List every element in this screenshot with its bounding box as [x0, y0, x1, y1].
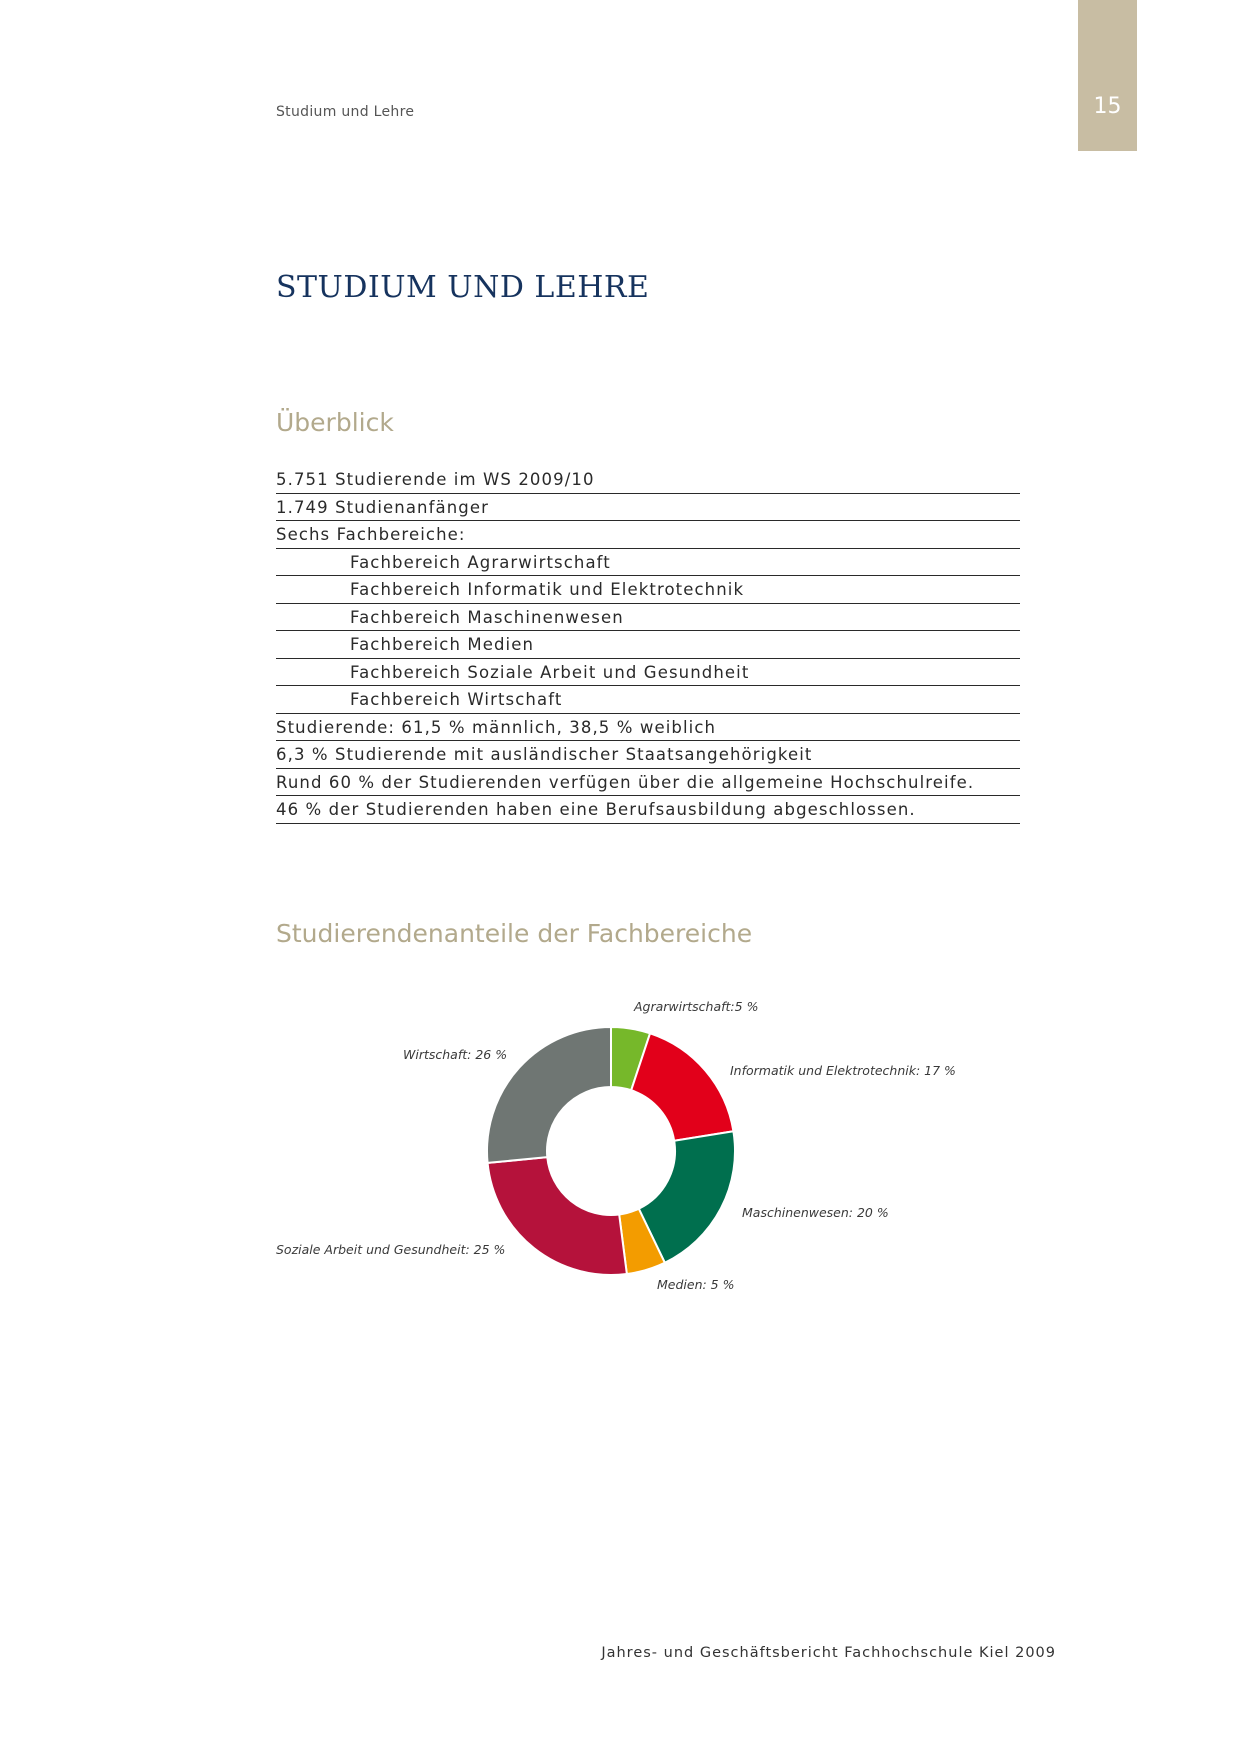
overview-item: 1.749 Studienanfänger [276, 494, 1020, 522]
overview-item: Fachbereich Soziale Arbeit und Gesundheit [276, 659, 1020, 687]
overview-item: 5.751 Studierende im WS 2009/10 [276, 466, 1020, 494]
running-header: Studium und Lehre [276, 104, 415, 120]
slice-label-wirtschaft: Wirtschaft: 26 % [403, 1047, 508, 1062]
overview-item: Fachbereich Agrarwirtschaft [276, 549, 1020, 577]
overview-item: Fachbereich Wirtschaft [276, 686, 1020, 714]
overview-item: Studierende: 61,5 % männlich, 38,5 % weiblich [276, 714, 1020, 742]
page-title: STUDIUM UND LEHRE [276, 270, 650, 305]
donut-slice-informatik-und-elektrotechnik [631, 1033, 733, 1140]
overview-heading: Überblick [276, 408, 394, 437]
donut-slice-soziale-arbeit-und-gesundheit [488, 1157, 627, 1275]
overview-item: 6,3 % Studierende mit ausländischer Staatsangehörigkeit [276, 741, 1020, 769]
overview-item: Sechs Fachbereiche: [276, 521, 1020, 549]
overview-item: Fachbereich Maschinenwesen [276, 604, 1020, 632]
overview-item: Fachbereich Informatik und Elektrotechnik [276, 576, 1020, 604]
page-number: 15 [1093, 94, 1122, 119]
slice-label-medien: Medien: 5 % [657, 1277, 735, 1292]
overview-item: 46 % der Studierenden haben eine Berufsausbildung abgeschlossen. [276, 796, 1020, 824]
slice-label-maschinenwesen: Maschinenwesen: 20 % [742, 1205, 889, 1220]
chart-heading: Studierendenanteile der Fachbereiche [276, 919, 753, 948]
slice-label-agrarwirtschaft: Agrarwirtschaft:5 % [634, 999, 759, 1014]
overview-item: Fachbereich Medien [276, 631, 1020, 659]
slice-label-soziale-arbeit: Soziale Arbeit und Gesundheit: 25 % [276, 1242, 506, 1257]
slice-label-informatik: Informatik und Elektrotechnik: 17 % [730, 1063, 956, 1078]
overview-item: Rund 60 % der Studierenden verfügen über die allgemeine Hochschulreife. [276, 769, 1020, 797]
footer-text: Jahres- und Geschäftsbericht Fachhochschule Kiel 2009 [601, 1645, 1056, 1661]
